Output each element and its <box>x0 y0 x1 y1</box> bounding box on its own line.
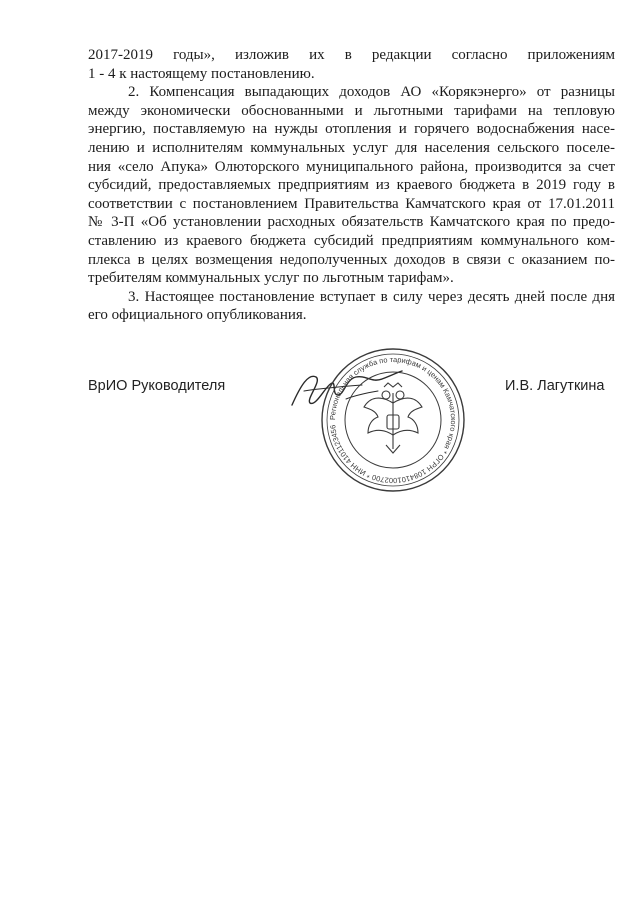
official-seal <box>318 345 468 495</box>
text-line: субсидий, предоставляемых предприятиям из краевого бюджета в 2019 году в <box>88 177 615 194</box>
text-line: ставлению из краевого бюджета субсидий предприятиям коммунального ком- <box>88 232 615 249</box>
signatory-position: ВрИО Руководителя <box>88 378 226 394</box>
text-line: 1 - 4 к настоящему постановлению. <box>88 65 315 82</box>
text-line: 2. Компенсация выпадающих доходов АО «Корякэнерго» от разницы <box>128 84 615 101</box>
text-line: плекса в целях возмещения недополученных доходов в связи с оказанием по- <box>88 251 615 268</box>
text-line: ния «село Апука» Олюторского муниципального района, производится за счет <box>88 158 615 175</box>
text-line: соответствии с постановлением Правительства Камчатского края от 17.01.2011 <box>88 195 615 212</box>
text-line: 3. Настоящее постановление вступает в силу через десять дней после дня <box>128 288 615 305</box>
text-line: 2017-2019 годы», изложив их в редакции согласно приложениям <box>88 47 615 63</box>
coat-of-arms-icon <box>364 383 422 453</box>
text-line: № 3-П «Об установлении расходных обязательств Камчатского края по предо- <box>88 214 615 231</box>
text-line: энергию, поставляемую на нужды отопления и горячего водоснабжения насе- <box>88 121 615 138</box>
text-line: между экономически обоснованными и льготными тарифами на тепловую <box>88 102 615 119</box>
svg-text:Региональная служба по тарифам: Региональная служба по тарифам и ценам Камчатского края * ОГРН 1084101002700 * ИНН 4101123456 <box>327 354 459 486</box>
text-line: лению и исполнителям коммунальных услуг для населения сельского поселе- <box>88 139 615 156</box>
body-text <box>88 46 615 325</box>
text-line: его официального опубликования. <box>88 307 307 324</box>
signatory-name: И.В. Лагуткина <box>505 378 605 394</box>
text-line: требителям коммунальных услуг по льготным тарифам». <box>88 270 454 287</box>
